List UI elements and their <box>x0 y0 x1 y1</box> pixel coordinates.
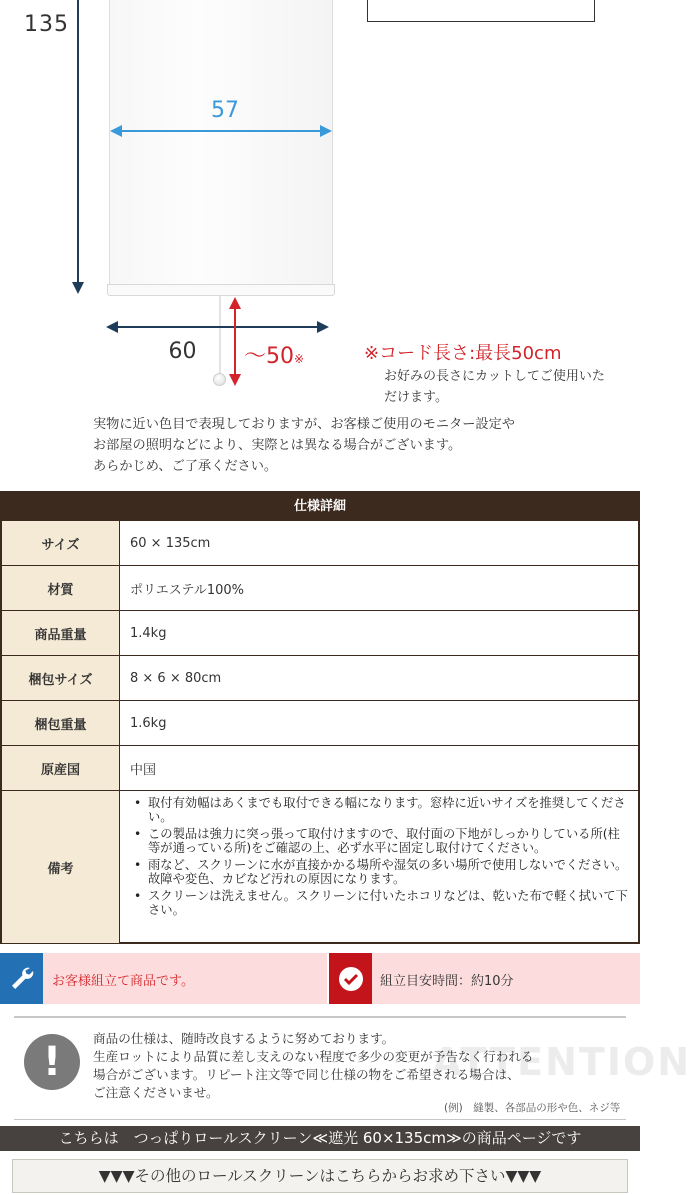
wrench-icon <box>0 953 43 1004</box>
table-row-notes <box>2 790 638 943</box>
outer-width-line <box>115 326 320 328</box>
spec-value: 60 × 135cm <box>130 535 211 551</box>
cord-arrow-bottom <box>229 374 241 386</box>
list-item: • 取付有効幅はあくまでも取付できる幅になります。窓枠に近いサイズを推奨してください。 <box>130 797 630 824</box>
cord-length-value: 〜50 <box>244 344 294 369</box>
disclaimer-line: あらかじめ、ご了承ください。 <box>93 459 278 474</box>
roll-screen-image <box>109 0 333 284</box>
outer-width-label: 60 <box>168 339 197 364</box>
caution-example: (例) 縫製、各部品の形や色、ネジ等 <box>444 1102 621 1114</box>
table-row <box>2 565 638 610</box>
caution-text <box>93 1030 573 1102</box>
caution-line: 場合がございます。リピート注文等で同じ仕様の物をご希望される場合は、 <box>93 1067 520 1082</box>
height-label: 135 <box>24 12 69 37</box>
caution-line: 商品の仕様は、随時改良するように努めております。 <box>93 1031 395 1046</box>
spec-value: 1.4kg <box>130 625 167 641</box>
outer-width-arrow-left <box>106 321 118 333</box>
cord-length-mark: ※ <box>294 352 305 366</box>
spec-key: 商品重量 <box>2 611 120 655</box>
spec-value: 中国 <box>130 762 157 778</box>
spec-value: ポリエステル100% <box>130 582 244 598</box>
table-row <box>2 520 638 565</box>
assembly-required-text: お客様組立て商品です。 <box>52 974 194 989</box>
exclamation-icon: ! <box>24 1034 80 1090</box>
list-item: • スクリーンは洗えません。スクリーンに付いたホコリなどは、乾いた布で軽く拭いて下さい。 <box>130 890 630 917</box>
disclaimer-line: 実物に近い色目で表現しておりますが、お客様ご使用のモニター設定や <box>93 417 515 432</box>
spec-key: 原産国 <box>2 746 120 790</box>
cord-sub-note: お好みの長さにカットしてご使用いただけます。 <box>384 369 605 405</box>
table-row <box>2 745 638 790</box>
cord-arrow-top <box>229 297 241 309</box>
spec-key: 材質 <box>2 566 120 610</box>
table-row <box>2 610 638 655</box>
assembly-time-text: 組立目安時間：約10分 <box>380 974 514 989</box>
pull-cord <box>219 296 221 374</box>
spec-key: 梱包重量 <box>2 701 120 745</box>
height-arrow-head <box>72 282 84 294</box>
other-products-link[interactable]: ▼▼▼その他のロールスクリーンはこちらからお求め下さい▼▼▼ <box>12 1159 628 1193</box>
disclaimer-line: お部屋の照明などにより、実際とは異なる場合がございます。 <box>93 438 462 453</box>
table-row <box>2 655 638 700</box>
cord-length-line <box>234 306 236 376</box>
previous-note-box <box>367 0 595 22</box>
list-item: • この製品は強力に突っ張って取付けますので、取付面の下地がしっかりしている所(柱等が通っている所)をご確認の上、必ず水平に固定し取付けてください。 <box>130 828 630 855</box>
height-dimension-line <box>77 0 79 285</box>
spec-notes <box>120 791 638 943</box>
inner-width-arrow-left <box>110 125 122 137</box>
pull-cord-ball <box>213 373 226 386</box>
attention-watermark: ATTENTION <box>432 1040 691 1084</box>
inner-width-arrow-right <box>320 125 332 137</box>
caution-line: ご注意くださいませ。 <box>93 1085 219 1100</box>
spec-key: 備考 <box>2 791 120 943</box>
inner-width-line <box>118 130 323 132</box>
inner-width-label: 57 <box>211 98 239 123</box>
spec-value: 1.6kg <box>130 715 167 731</box>
spec-key: 梱包サイズ <box>2 656 120 700</box>
caution-notice <box>14 1016 691 1120</box>
caution-line: 生産ロットにより品質に差し支えのない程度で多少の変更が予告なく行われる <box>93 1049 534 1064</box>
product-page-banner: こちらは つっぱりロールスクリーン≪遮光 60×135cm≫の商品ページです <box>0 1126 640 1151</box>
clock-icon <box>329 953 372 1004</box>
spec-table-title: 仕様詳細 <box>2 493 638 520</box>
cord-note: ※コード長さ:最長50cm <box>364 343 562 364</box>
notes-list <box>130 797 630 921</box>
cord-length-label <box>244 339 304 370</box>
assembly-banner <box>0 953 640 1004</box>
spec-key: サイズ <box>2 521 120 565</box>
table-row <box>2 700 638 745</box>
color-disclaimer <box>93 414 603 477</box>
product-dimension-diagram <box>0 0 640 474</box>
screen-bottom-bar <box>107 284 335 296</box>
outer-width-arrow-right <box>317 321 329 333</box>
spec-table <box>0 491 640 944</box>
list-item: • 雨など、スクリーンに水が直接かかる場所や湿気の多い場所で使用しないでください。故障や変色、カビなど汚れの原因になります。 <box>130 859 630 886</box>
spec-value: 8 × 6 × 80cm <box>130 670 222 686</box>
